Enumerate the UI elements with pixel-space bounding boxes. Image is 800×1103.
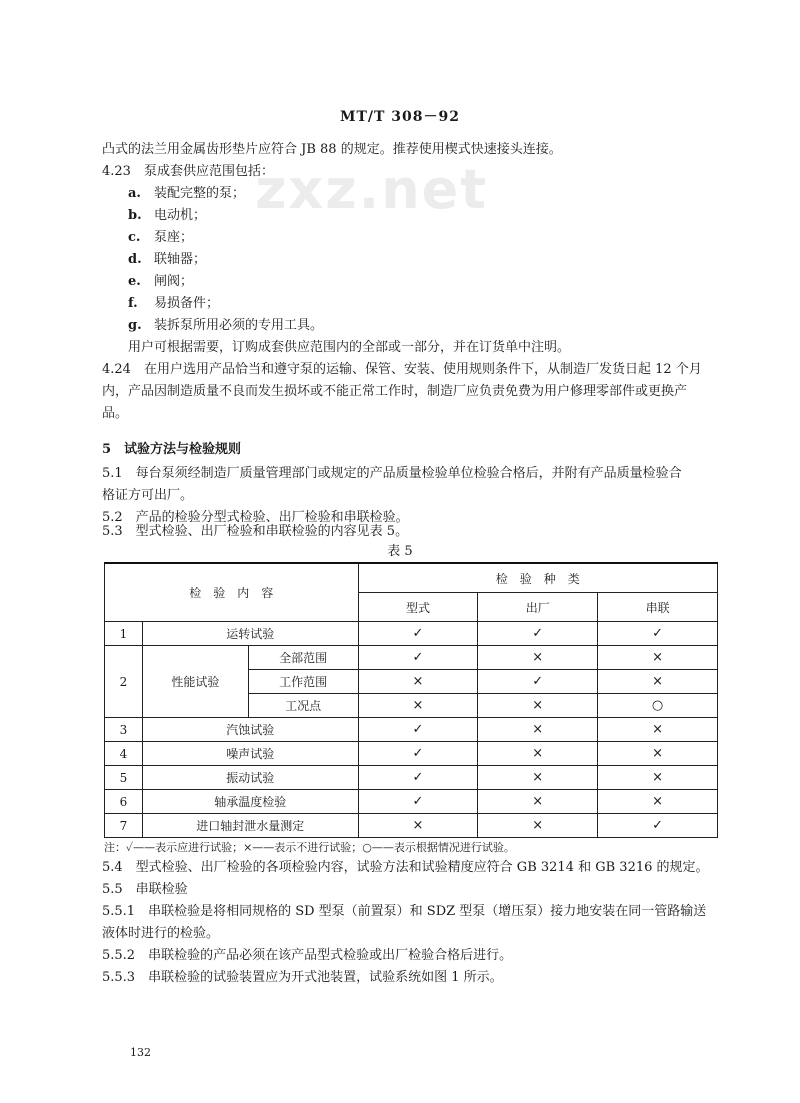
section-5-title: 5 试验方法与检验规则 bbox=[102, 442, 242, 457]
section-5-3: 5.3 型式检验、出厂检验和串联检验的内容见表 5。 bbox=[102, 524, 409, 539]
row-number: 3 bbox=[105, 718, 143, 742]
section-5-5-1-line1: 5.5.1 串联检验是将相同规格的 SD 型泵（前置泵）和 SDZ 型泵（增压泵）接力地安装在同一管路输送 bbox=[102, 904, 707, 919]
table-header-row bbox=[105, 563, 718, 593]
mark-cell: ✓ bbox=[358, 742, 478, 766]
table-note: 注：✓——表示应进行试验；×——表示不进行试验；○——表示根据情况进行试验。 bbox=[104, 841, 515, 854]
list-text: 装拆泵所用必须的专用工具。 bbox=[154, 318, 324, 333]
row-number: 2 bbox=[105, 646, 143, 718]
mark-cell: ✓ bbox=[358, 790, 478, 814]
list-item bbox=[128, 316, 323, 336]
list-letter: a. bbox=[128, 186, 141, 201]
mark-cell: ○ bbox=[598, 694, 718, 718]
inspection-table bbox=[104, 562, 718, 838]
section-5-4: 5.4 型式检验、出厂检验的各项检验内容，试验方法和试验精度应符合 GB 3214 和 GB 3216 的规定。 bbox=[102, 860, 709, 875]
list-letter: b. bbox=[128, 208, 142, 223]
section-4-24-line3: 品。 bbox=[102, 406, 129, 421]
section-5-5-3: 5.5.3 串联检验的试验装置应为开式池装置，试验系统如图 1 所示。 bbox=[102, 970, 503, 985]
mark-cell: × bbox=[598, 646, 718, 670]
row-subitem: 全部范围 bbox=[248, 646, 358, 670]
mark-cell: × bbox=[598, 766, 718, 790]
list-text: 联轴器； bbox=[154, 252, 207, 267]
mark-cell: × bbox=[598, 670, 718, 694]
section-4-23-note: 用户可根据需要，订购成套供应范围内的全部或一部分，并在订货单中注明。 bbox=[128, 340, 571, 355]
watermark: zxz.net bbox=[255, 158, 489, 221]
list-letter: g. bbox=[128, 318, 142, 333]
mark-cell: × bbox=[478, 790, 598, 814]
mark-cell: × bbox=[478, 694, 598, 718]
section-5-5-2: 5.5.2 串联检验的产品必须在该产品型式检验或出厂检验合格后进行。 bbox=[102, 948, 513, 963]
section-5-5: 5.5 串联检验 bbox=[102, 882, 188, 897]
list-item bbox=[128, 206, 206, 226]
mark-cell: × bbox=[358, 694, 478, 718]
list-letter: c. bbox=[128, 230, 141, 245]
mark-cell: × bbox=[478, 646, 598, 670]
header-series-test: 串联 bbox=[598, 593, 718, 622]
row-item: 噪声试验 bbox=[142, 742, 358, 766]
table-row bbox=[105, 814, 718, 838]
mark-cell: × bbox=[478, 766, 598, 790]
row-item: 轴承温度检验 bbox=[142, 790, 358, 814]
row-number: 5 bbox=[105, 766, 143, 790]
list-item bbox=[128, 272, 193, 292]
table-row bbox=[105, 718, 718, 742]
list-item bbox=[128, 228, 193, 248]
header-factory-test: 出厂 bbox=[478, 593, 598, 622]
section-4-23: 4.23 泵成套供应范围包括： bbox=[102, 164, 274, 179]
row-subitem: 工作范围 bbox=[248, 670, 358, 694]
table-row bbox=[105, 646, 718, 670]
table-row bbox=[105, 766, 718, 790]
list-item bbox=[128, 250, 206, 270]
list-item bbox=[128, 294, 219, 314]
section-4-24-line1: 4.24 在用户选用产品恰当和遵守泵的运输、保管、安装、使用规则条件下，从制造厂发货日起 12 个月 bbox=[102, 362, 702, 377]
mark-cell: ✓ bbox=[598, 814, 718, 838]
paragraph-flange: 凸式的法兰用金属齿形垫片应符合 JB 88 的规定。推荐使用楔式快速接头连接。 bbox=[102, 142, 562, 157]
mark-cell: × bbox=[358, 814, 478, 838]
mark-cell: ✓ bbox=[358, 646, 478, 670]
mark-cell: × bbox=[478, 718, 598, 742]
page-number: 132 bbox=[130, 1046, 151, 1059]
section-5-1-line2: 格证方可出厂。 bbox=[102, 488, 194, 503]
page-header: MT/T 308－92 bbox=[339, 109, 461, 125]
header-type-test: 型式 bbox=[358, 593, 478, 622]
section-5-2: 5.2 产品的检验分型式检验、出厂检验和串联检验。 bbox=[102, 510, 409, 525]
row-number: 1 bbox=[105, 622, 143, 646]
header-content: 检 验 内 容 bbox=[105, 563, 359, 622]
row-number: 7 bbox=[105, 814, 143, 838]
mark-cell: × bbox=[358, 670, 478, 694]
row-item: 振动试验 bbox=[142, 766, 358, 790]
table-row bbox=[105, 790, 718, 814]
section-5-1-line1: 5.1 每台泵须经制造厂质量管理部门或规定的产品质量检验单位检验合格后，并附有产品质量检验合 bbox=[102, 466, 682, 481]
row-item: 汽蚀试验 bbox=[142, 718, 358, 742]
list-letter: d. bbox=[128, 252, 142, 267]
header-kind: 检 验 种 类 bbox=[358, 563, 717, 593]
table-caption: 表 5 bbox=[387, 544, 413, 559]
mark-cell: × bbox=[598, 790, 718, 814]
list-text: 闸阀； bbox=[154, 274, 194, 289]
row-item: 进口轴封泄水量测定 bbox=[142, 814, 358, 838]
mark-cell: × bbox=[478, 742, 598, 766]
section-4-24-line2: 内，产品因制造质量不良而发生损坏或不能正常工作时，制造厂应负责免费为用户修理零部件或更换产 bbox=[102, 384, 688, 399]
table-row bbox=[105, 742, 718, 766]
list-item bbox=[128, 184, 245, 204]
mark-cell: ✓ bbox=[598, 622, 718, 646]
mark-cell: ✓ bbox=[358, 622, 478, 646]
row-item: 运转试验 bbox=[142, 622, 358, 646]
mark-cell: × bbox=[598, 742, 718, 766]
list-letter: f. bbox=[128, 296, 138, 311]
list-text: 电动机； bbox=[154, 208, 207, 223]
row-subitem: 工况点 bbox=[248, 694, 358, 718]
row-number: 6 bbox=[105, 790, 143, 814]
mark-cell: × bbox=[598, 718, 718, 742]
list-text: 装配完整的泵； bbox=[154, 186, 246, 201]
mark-cell: ✓ bbox=[358, 766, 478, 790]
row-number: 4 bbox=[105, 742, 143, 766]
mark-cell: ✓ bbox=[358, 718, 478, 742]
mark-cell: ✓ bbox=[478, 670, 598, 694]
mark-cell: × bbox=[478, 814, 598, 838]
list-text: 易损备件； bbox=[154, 296, 220, 311]
list-text: 泵座； bbox=[154, 230, 194, 245]
row-item: 性能试验 bbox=[142, 646, 248, 718]
section-5-5-1-line2: 液体时进行的检验。 bbox=[102, 926, 220, 941]
list-letter: e. bbox=[128, 274, 141, 289]
mark-cell: ✓ bbox=[478, 622, 598, 646]
table-row bbox=[105, 622, 718, 646]
